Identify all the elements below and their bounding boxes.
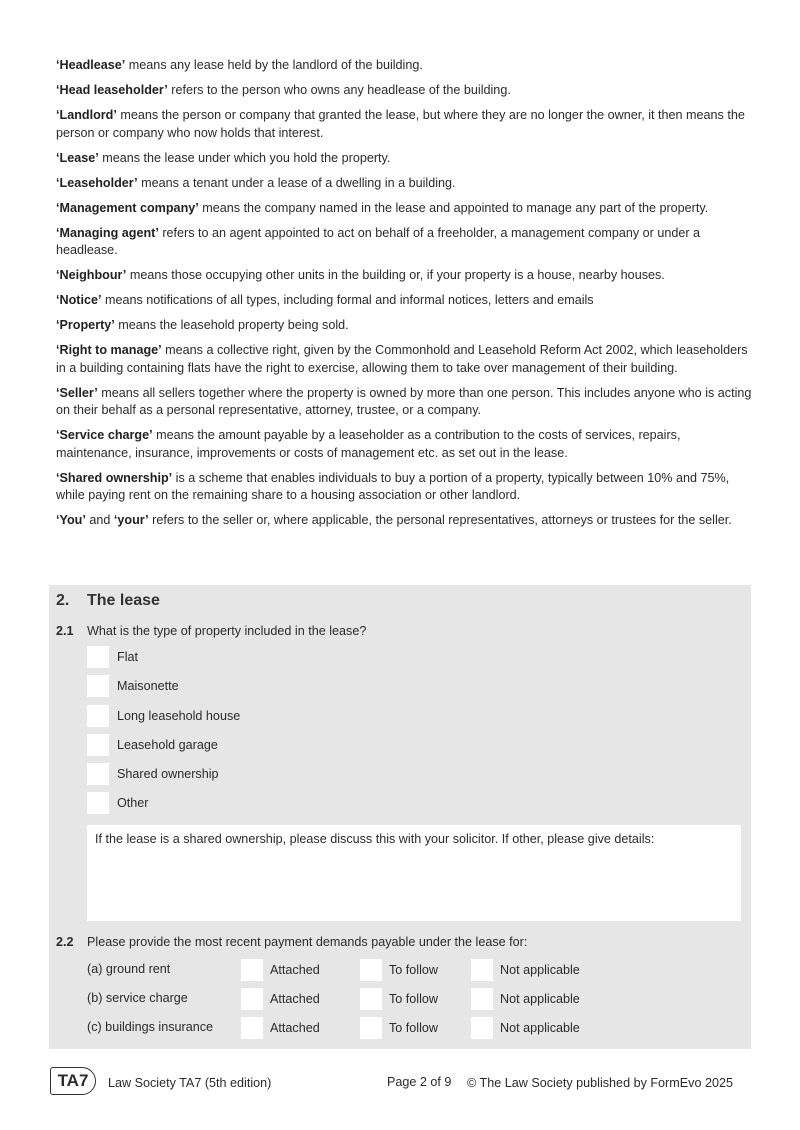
choice-attached[interactable]: Attached [241,959,320,981]
choice-to-follow[interactable]: To follow [360,988,438,1010]
checkbox[interactable] [87,734,109,756]
choice-to-follow[interactable]: To follow [360,959,438,981]
checkbox[interactable] [360,1017,382,1039]
definition-notice: ‘Notice’ means notifications of all types, including formal and informal notices, letters and emails [56,293,594,307]
checkbox[interactable] [360,988,382,1010]
checkbox[interactable] [87,705,109,727]
page-footer [50,1067,752,1098]
choice-attached[interactable]: Attached [241,988,320,1010]
option-flat[interactable]: Flat [87,646,138,668]
checkbox[interactable] [87,792,109,814]
checkbox[interactable] [241,959,263,981]
option-shared-ownership[interactable]: Shared ownership [87,763,219,785]
definition-seller: ‘Seller’ means all sellers together where the property is owned by more than one person. This includes anyone who is acting on their behalf as a personal representative, attorney, trustee, or a company. [56,385,752,417]
choice-attached[interactable]: Attached [241,1017,320,1039]
definition-service-charge: ‘Service charge’ means the amount payable by a leaseholder as a contribution to the costs of services, repairs, maintenance, insurance, improvements or costs of management etc. as set out in the lease. [56,428,681,460]
choice-not-applicable[interactable]: Not applicable [471,959,580,981]
definition-you: ‘You’ and ‘your’ refers to the seller or, where applicable, the personal representatives, attorneys or trustees for the seller. [56,513,732,527]
choice-to-follow[interactable]: To follow [360,1017,438,1039]
footer-page-number: Page 2 of 9 [387,1075,452,1089]
option-leasehold-garage[interactable]: Leasehold garage [87,734,218,756]
option-other[interactable]: Other [87,792,149,814]
checkbox[interactable] [87,646,109,668]
definition-lease: ‘Lease’ means the lease under which you hold the property. [56,150,391,165]
definition-landlord: ‘Landlord’ means the person or company that granted the lease, but where they are no longer the owner, it then means the person or company who now holds that interest. [56,108,745,140]
checkbox[interactable] [471,1017,493,1039]
checkbox[interactable] [471,988,493,1010]
checkbox[interactable] [241,1017,263,1039]
definition-right-to-manage: ‘Right to manage’ means a collective right, given by the Commonhold and Leasehold Reform Act 2002, which leaseholders in a building containing flats have the right to exercise, allowing them to take over management of their building. [56,343,748,375]
choice-not-applicable[interactable]: Not applicable [471,988,580,1010]
details-textarea[interactable]: If the lease is a shared ownership, please discuss this with your solicitor. If other, please give details: [87,825,741,921]
section-the-lease [49,585,751,1049]
definitions-list [56,57,756,537]
definition-managing-agent: ‘Managing agent’ refers to an agent appointed to act on behalf of a freeholder, a management company or under a headlease. [56,225,701,257]
footer-copyright: © The Law Society published by FormEvo 2025 [467,1076,733,1090]
checkbox[interactable] [241,988,263,1010]
payment-row-buildings-insurance: (c) buildings insurance Attached To follow Not applicable [87,1017,747,1039]
question-2-2: 2.2 Please provide the most recent payment demands payable under the lease for: [56,935,528,949]
definition-property: ‘Property’ means the leasehold property being sold. [56,318,349,332]
ta7-logo: TA7 [50,1067,96,1095]
checkbox[interactable] [87,675,109,697]
definition-headlease: ‘Headlease’ means any lease held by the landlord of the building. [56,58,423,72]
definition-shared-ownership: ‘Shared ownership’ is a scheme that enables individuals to buy a portion of a property, typically between 10% and 75%, while paying rent on the remaining share to a housing association or other landlord. [56,470,730,502]
checkbox[interactable] [471,959,493,981]
choice-not-applicable[interactable]: Not applicable [471,1017,580,1039]
footer-edition: Law Society TA7 (5th edition) [108,1076,272,1090]
definition-management-company: ‘Management company’ means the company named in the lease and appointed to manage any part of the property. [56,200,709,215]
question-2-1: 2.1 What is the type of property included in the lease? [56,624,367,638]
option-long-leasehold-house[interactable]: Long leasehold house [87,705,240,727]
option-maisonette[interactable]: Maisonette [87,675,179,697]
definition-leaseholder: ‘Leaseholder’ means a tenant under a lease of a dwelling in a building. [56,175,456,190]
payment-row-ground-rent: (a) ground rent Attached To follow Not applicable [87,959,747,981]
section-title: 2. The lease [56,592,160,609]
definition-neighbour: ‘Neighbour’ means those occupying other units in the building or, if your property is a house, nearby houses. [56,268,665,282]
payment-row-service-charge: (b) service charge Attached To follow Not applicable [87,988,747,1010]
definition-head-leaseholder: ‘Head leaseholder’ refers to the person who owns any headlease of the building. [56,83,511,97]
checkbox[interactable] [360,959,382,981]
checkbox[interactable] [87,763,109,785]
